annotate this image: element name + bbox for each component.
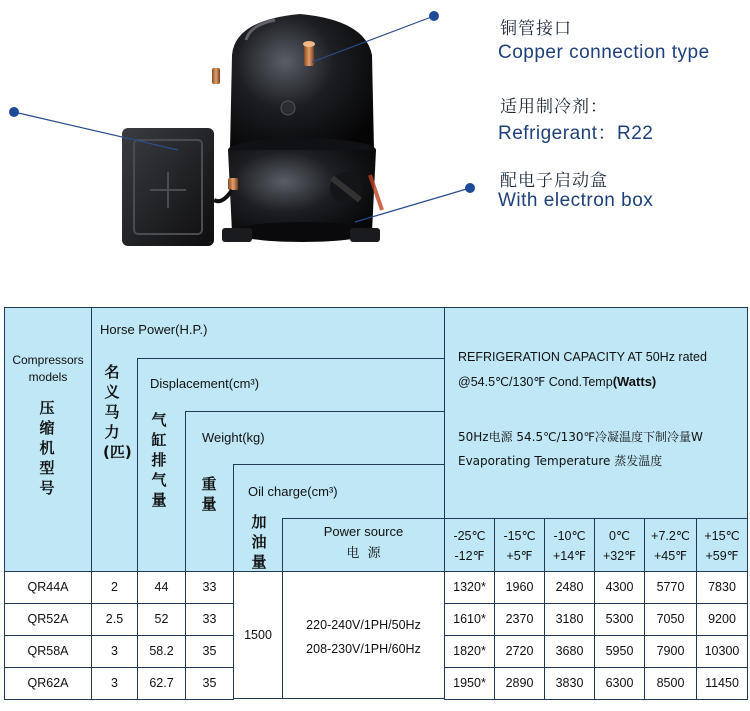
weight-header-en: Weight(kg)	[202, 430, 265, 445]
oil-header-cn: 加油量	[251, 513, 267, 571]
capacity-value: 2370	[505, 612, 534, 626]
weight-header-cn: 重量	[201, 475, 217, 513]
model-name: QR52A	[27, 612, 69, 626]
capacity-title-line2b: (Watts)	[612, 374, 657, 389]
capacity-value: 5300	[605, 612, 634, 626]
disp-header-cn: 气缸排气量	[151, 411, 167, 509]
capacity-value: 1320*	[453, 580, 486, 594]
weight-value: 33	[202, 580, 217, 594]
temp-celsius: -10℃	[553, 529, 586, 543]
capacity-value: 11450	[705, 676, 739, 690]
model-name: QR58A	[27, 644, 69, 658]
capacity-title-line4: Evaporating Temperature 蒸发温度	[458, 454, 663, 468]
capacity-value: 5770	[656, 580, 685, 594]
capacity-title-line2	[458, 374, 656, 389]
capacity-value: 5950	[605, 644, 634, 658]
capacity-title-line2a: @54.5℃/130℉ Cond.Temp	[458, 375, 613, 389]
disp-value: 44	[154, 580, 169, 594]
temp-celsius: -15℃	[503, 529, 536, 543]
capacity-header-block	[444, 307, 748, 519]
capacity-value: 3830	[555, 676, 584, 690]
power-value-line1: 220-240V/1PH/50Hz	[306, 618, 421, 632]
hp-value: 2	[111, 580, 118, 594]
callout-refrigerant-en: Refrigerant：R22	[498, 123, 654, 144]
model-name: QR62A	[27, 676, 69, 690]
temp-fahrenheit: +14℉	[552, 549, 587, 563]
callout-copper-en: Copper connection type	[498, 42, 710, 63]
temp-fahrenheit: +45℉	[653, 549, 688, 563]
capacity-value: 2890	[505, 676, 534, 690]
callout-ebox-en: With electron box	[498, 190, 654, 211]
capacity-value: 1820*	[453, 644, 486, 658]
capacity-value: 1610*	[453, 612, 486, 626]
temp-celsius: +7.2℃	[651, 529, 690, 543]
capacity-value: 3180	[555, 612, 584, 626]
temp-fahrenheit: +5℉	[506, 549, 533, 563]
callout-ebox-cn: 配电子启动盒	[500, 171, 608, 191]
capacity-title-line3: 50Hz电源 54.5℃/130℉冷凝温度下制冷量W	[458, 430, 703, 444]
hp-value: 3	[111, 644, 118, 658]
capacity-value: 7830	[708, 580, 736, 594]
capacity-value: 2720	[505, 644, 534, 658]
capacity-value: 4300	[605, 580, 634, 594]
capacity-value: 8500	[656, 676, 685, 690]
capacity-value: 7900	[656, 644, 685, 658]
disp-header-en: Displacement(cm³)	[150, 376, 260, 391]
capacity-value: 1960	[505, 580, 534, 594]
capacity-value: 7050	[656, 612, 685, 626]
callout-copper-cn: 铜管接口	[500, 19, 572, 39]
power-header-cn: 电 源	[346, 546, 381, 561]
temp-celsius: +15℃	[704, 529, 740, 543]
disp-value: 58.2	[149, 644, 174, 658]
hp-header-cn: 名义马力(匹)	[103, 363, 132, 461]
hp-value: 2.5	[105, 612, 124, 626]
compressor-upper-shell	[228, 14, 376, 162]
hp-value: 3	[111, 676, 118, 690]
weight-value: 35	[202, 644, 217, 658]
mount-foot-right	[350, 228, 380, 242]
capacity-value: 2480	[555, 580, 584, 594]
power-value-line2: 208-230V/1PH/60Hz	[306, 642, 421, 656]
capacity-value: 10300	[704, 644, 740, 658]
temp-fahrenheit: +59℉	[705, 549, 739, 563]
capacity-value: 6300	[605, 676, 634, 690]
weight-value: 35	[202, 676, 217, 690]
models-header-en: Compressors models	[12, 353, 84, 384]
capacity-value: 3680	[555, 644, 584, 658]
capacity-title-line1: REFRIGERATION CAPACITY AT 50Hz rated	[458, 350, 707, 364]
power-header-en: Power source	[323, 524, 404, 539]
capacity-value: 9200	[708, 612, 736, 626]
weight-value: 33	[202, 612, 217, 626]
power-value-cell	[282, 571, 445, 699]
models-header-cn: 压缩机型号	[39, 399, 55, 497]
disp-value: 62.7	[149, 676, 174, 690]
callout-refrigerant-cn: 适用制冷剂：	[500, 97, 608, 117]
temp-celsius: -25℃	[453, 529, 486, 543]
model-name: QR44A	[27, 580, 69, 594]
hp-header-en: Horse Power(H.P.)	[100, 322, 208, 337]
disp-value: 52	[154, 612, 169, 626]
temp-fahrenheit: +32℉	[602, 549, 637, 563]
temp-fahrenheit: -12℉	[454, 549, 485, 563]
oil-value: 1500	[244, 628, 272, 642]
temp-celsius: 0℃	[609, 529, 630, 543]
capacity-value: 1950*	[453, 676, 486, 690]
mount-foot-left	[222, 228, 252, 242]
electron-start-box	[122, 128, 232, 246]
oil-header-en: Oil charge(cm³)	[248, 484, 338, 499]
